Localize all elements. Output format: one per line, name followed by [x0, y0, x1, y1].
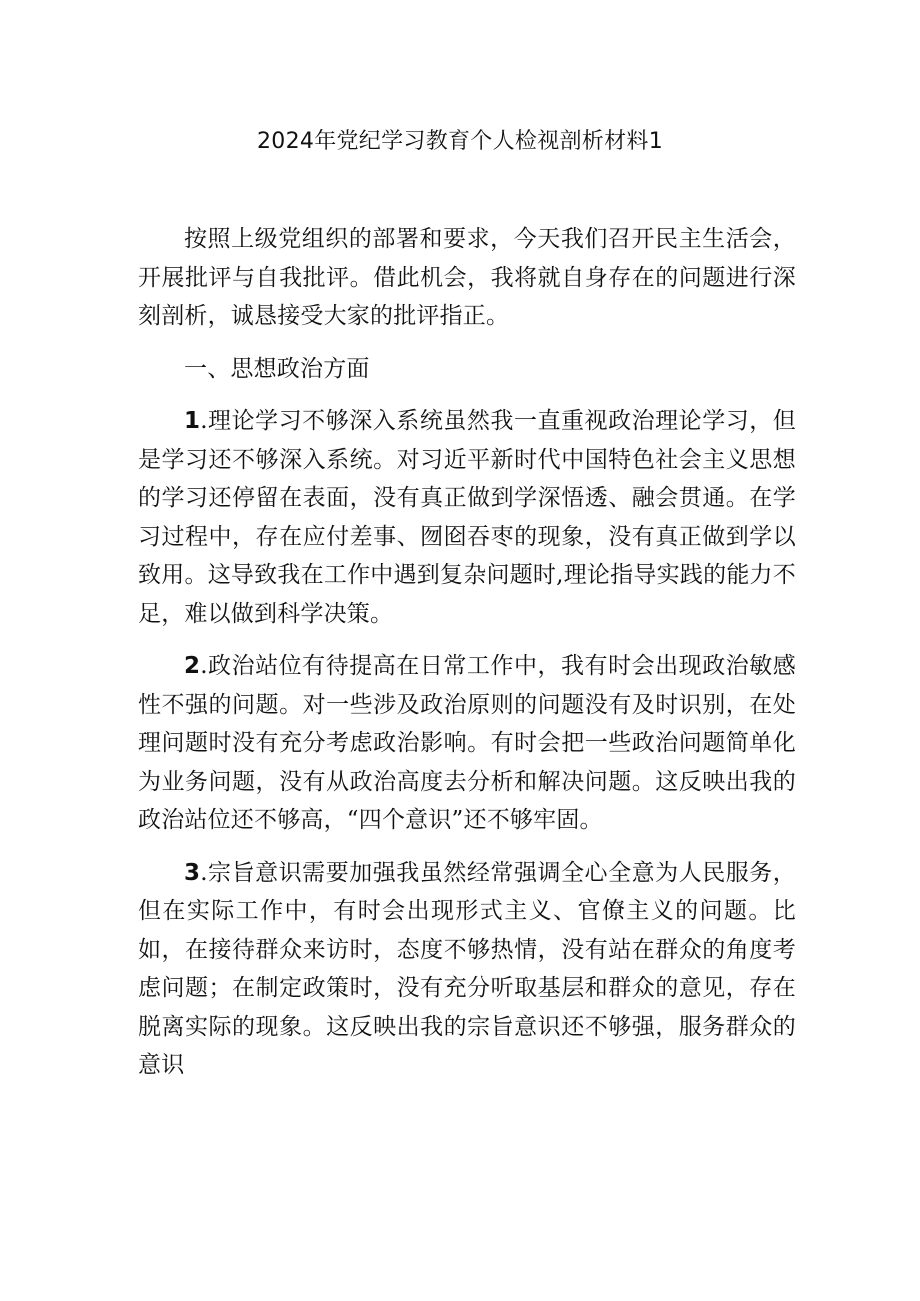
item-paragraph-1 [138, 402, 796, 633]
intro-paragraph: 按照上级党组织的部署和要求，今天我们召开民主生活会，开展批评与自我批评。借此机会，我将就自身存在的问题进行深刻剖析，诚恳接受大家的批评指正。 [138, 226, 796, 329]
item-text: .政治站位有待提高在日常工作中，我有时会出现政治敏感性不强的问题。对一些涉及政治原则的问题没有及时识别，在处理问题时没有充分考虑政治影响。有时会把一些政治问题简单化为业务问题，没有从政治高度去分析和解决问题。这反映出我的政治站位还不够高，“四个意识”还不够牢固。 [138, 653, 796, 833]
item-paragraph-2 [138, 647, 796, 840]
item-text: .理论学习不够深入系统虽然我一直重视政治理论学习，但是学习还不够深入系统。对习近平新时代中国特色社会主义思想的学习还停留在表面，没有真正做到学深悟透、融会贯通。在学习过程中，存在应付差事、囫囵吞枣的现象，没有真正做到学以致用。这导致我在工作中遇到复杂问题时,理论指导实践的能力不足，难以做到科学决策。 [138, 408, 796, 627]
document-body [138, 220, 796, 1099]
item-text: .宗旨意识需要加强我虽然经常强调全心全意为人民服务，但在实际工作中，有时会出现形式主义、官僚主义的问题。比如，在接待群众来访时，态度不够热情，没有站在群众的角度考虑问题；在制定政策时，没有充分听取基层和群众的意见，存在脱离实际的现象。这反映出我的宗旨意识还不够强，服务群众的意识 [138, 859, 796, 1078]
item-number: 3 [184, 859, 201, 886]
item-paragraph-3 [138, 854, 796, 1085]
item-number: 1 [184, 408, 201, 434]
item-number: 2 [184, 653, 201, 679]
document-title: 2024年党纪学习教育个人检视剖析材料1 [257, 129, 663, 154]
section-heading: 一、思想政治方面 [184, 355, 370, 382]
